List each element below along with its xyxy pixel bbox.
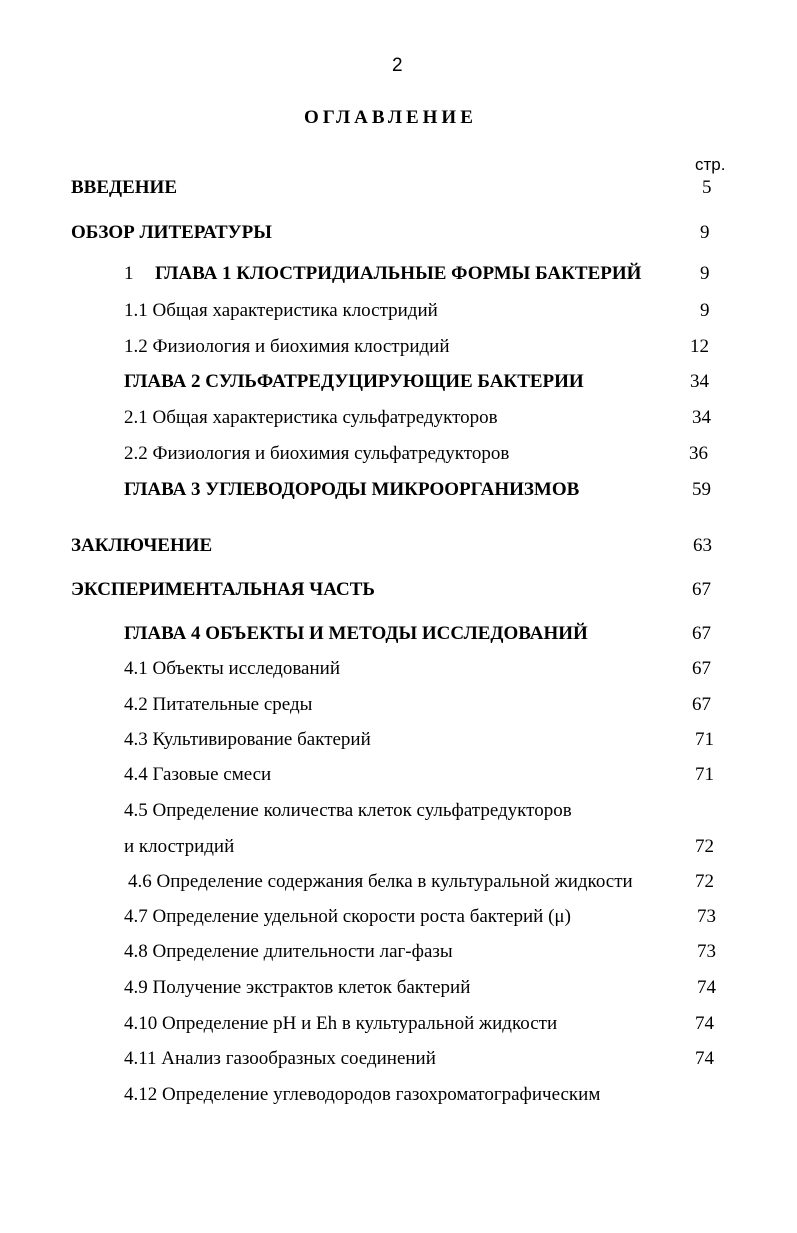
toc-entry-page: 9 bbox=[700, 300, 710, 321]
page-number: 2 bbox=[392, 55, 403, 76]
toc-entry-text: 4.6 Определение содержания белка в культуральной жидкости bbox=[128, 871, 633, 892]
page-column-label: стр. bbox=[695, 155, 726, 174]
toc-entry-text: ГЛАВА 4 ОБЪЕКТЫ И МЕТОДЫ ИССЛЕДОВАНИЙ bbox=[124, 623, 588, 644]
toc-entry-text: ВВЕДЕНИЕ bbox=[71, 177, 177, 198]
toc-entry-page: 72 bbox=[695, 836, 714, 857]
toc-entry-page: 74 bbox=[697, 977, 716, 998]
toc-entry-text: 1.1 Общая характеристика клостридий bbox=[124, 300, 438, 321]
toc-entry-text: 4.4 Газовые смеси bbox=[124, 764, 272, 785]
toc-entry-page: 73 bbox=[697, 941, 716, 962]
toc-entry-text: 4.11 Анализ газообразных соединений bbox=[124, 1048, 436, 1069]
toc-entry-page: 59 bbox=[692, 479, 711, 500]
toc-entry-page: 63 bbox=[693, 535, 712, 556]
toc-entry-marker: 1 bbox=[124, 263, 134, 284]
toc-entry-text: 4.9 Получение экстрактов клеток бактерий bbox=[124, 977, 471, 998]
toc-entry-page: 73 bbox=[697, 906, 716, 927]
toc-entry-page: 34 bbox=[692, 407, 711, 428]
toc-entry-text: 2.1 Общая характеристика сульфатредукторов bbox=[124, 407, 498, 428]
toc-entry-text: ЗАКЛЮЧЕНИЕ bbox=[71, 535, 213, 556]
toc-entry-page: 67 bbox=[692, 658, 711, 679]
page-title: ОГЛАВЛЕНИЕ bbox=[304, 107, 477, 128]
toc-entry-text: 2.2 Физиология и биохимия сульфатредукторов bbox=[124, 443, 510, 464]
toc-entry-text: 4.2 Питательные среды bbox=[124, 694, 313, 715]
toc-entry-text: ОБЗОР ЛИТЕРАТУРЫ bbox=[71, 222, 272, 243]
toc-entry-text: 4.1 Объекты исследований bbox=[124, 658, 340, 679]
toc-entry-page: 36 bbox=[689, 443, 708, 464]
toc-entry-text: 4.3 Культивирование бактерий bbox=[124, 729, 371, 750]
toc-entry-page: 9 bbox=[700, 222, 710, 243]
toc-entry-page: 71 bbox=[695, 764, 714, 785]
toc-entry-text: ГЛАВА 3 УГЛЕВОДОРОДЫ МИКРООРГАНИЗМОВ bbox=[124, 479, 580, 500]
toc-entry-page: 71 bbox=[695, 729, 714, 750]
toc-entry-page: 67 bbox=[692, 579, 711, 600]
toc-entry-text: и клостридий bbox=[124, 836, 235, 857]
toc-entry-text: ГЛАВА 1 КЛОСТРИДИАЛЬНЫЕ ФОРМЫ БАКТЕРИЙ bbox=[155, 263, 642, 284]
toc-entry-text: 4.5 Определение количества клеток сульфатредукторов bbox=[124, 800, 572, 821]
toc-entry-text: 1.2 Физиология и биохимия клостридий bbox=[124, 336, 450, 357]
toc-entry-page: 74 bbox=[695, 1013, 714, 1034]
toc-entry-page: 72 bbox=[695, 871, 714, 892]
toc-entry-page: 74 bbox=[695, 1048, 714, 1069]
toc-entry-page: 5 bbox=[702, 177, 712, 198]
toc-entry-text: ЭКСПЕРИМЕНТАЛЬНАЯ ЧАСТЬ bbox=[71, 579, 375, 600]
toc-entry-page: 9 bbox=[700, 263, 710, 284]
toc-entry-text: 4.8 Определение длительности лаг-фазы bbox=[124, 941, 453, 962]
toc-entry-page: 67 bbox=[692, 623, 711, 644]
toc-entry-text: ГЛАВА 2 СУЛЬФАТРЕДУЦИРУЮЩИЕ БАКТЕРИИ bbox=[124, 371, 584, 392]
toc-entry-page: 67 bbox=[692, 694, 711, 715]
toc-entry-page: 12 bbox=[690, 336, 709, 357]
toc-entry-text: 4.12 Определение углеводородов газохроматографическим bbox=[124, 1084, 601, 1105]
toc-entry-page: 34 bbox=[690, 371, 709, 392]
toc-entry-text: 4.10 Определение pH и Eh в культуральной жидкости bbox=[124, 1013, 558, 1034]
toc-entry-text: 4.7 Определение удельной скорости роста бактерий (μ) bbox=[124, 906, 571, 927]
